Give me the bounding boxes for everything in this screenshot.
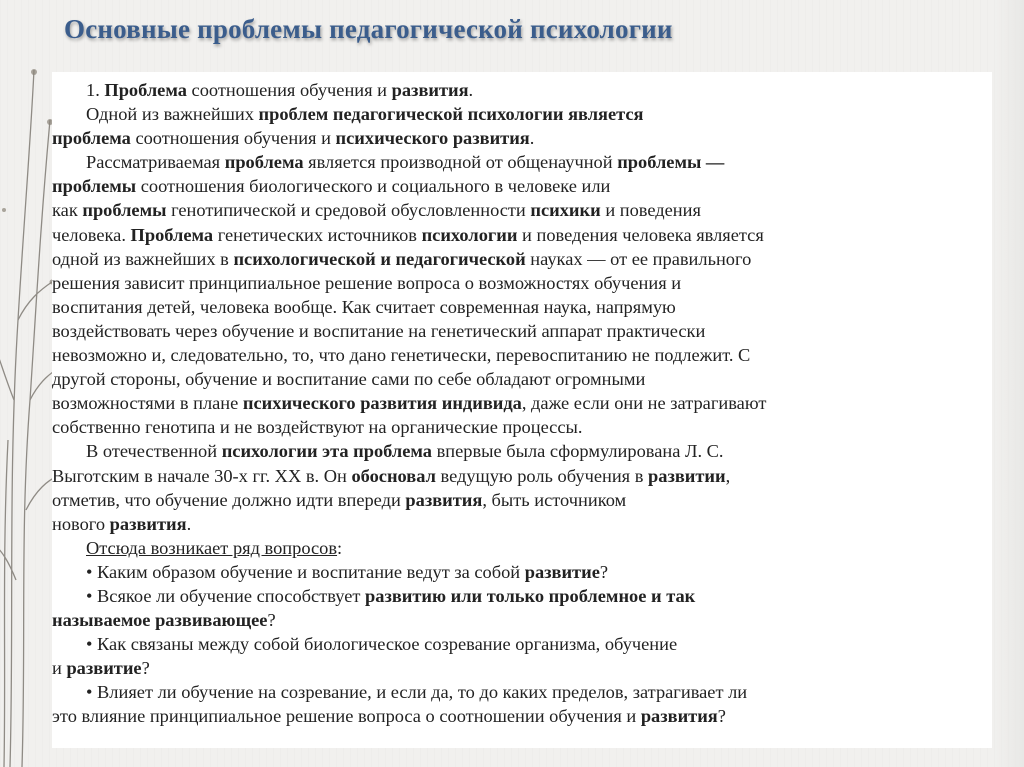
text-segment: Проблема	[104, 80, 187, 100]
text-segment: соотношения обучения и	[130, 128, 336, 149]
text-line	[52, 656, 1002, 680]
text-segment: проблемы	[82, 200, 167, 221]
text-segment: психологии эта проблема	[221, 441, 432, 462]
text-segment: • Влияет ли обучение на созревание, и если да, то до каких пределов, затрагивает ли	[86, 682, 748, 703]
text-segment: соотношения обучения и	[186, 80, 392, 100]
text-line	[52, 488, 1002, 512]
text-segment: впервые была сформулирована Л. С.	[431, 441, 724, 462]
text-segment: называемое развивающее	[52, 610, 268, 631]
text-segment: проблем педагогической психологии является	[258, 104, 644, 125]
text-segment: психического развития	[335, 128, 530, 149]
text-segment: Отсюда возникает ряд вопросов	[86, 537, 338, 558]
text-segment: психики	[530, 200, 601, 221]
text-segment: собственно генотипа и не воздействуют на органические процессы.	[52, 417, 583, 438]
text-line	[52, 536, 1002, 560]
text-segment: психологии	[421, 224, 518, 245]
text-segment: генотипической и средовой обусловленности	[166, 200, 531, 221]
text-segment: человека.	[52, 224, 131, 245]
text-segment: возможностями в плане	[52, 393, 243, 414]
text-line	[52, 512, 1002, 536]
text-line	[52, 343, 1002, 367]
text-segment: ?	[717, 706, 726, 727]
text-segment: развития	[109, 513, 187, 534]
text-line	[52, 150, 1002, 174]
text-line	[52, 198, 1002, 222]
text-line	[52, 247, 1002, 271]
text-segment: Выготским в начале 30-х гг. XX в. Он	[52, 465, 352, 486]
text-segment: 1.	[86, 80, 105, 100]
text-line	[52, 560, 1002, 584]
text-segment: другой стороны, обучение и воспитание сами по себе обладают огромными	[52, 369, 646, 390]
text-segment: развитие	[524, 561, 600, 582]
text-segment: науках — от ее правильного	[525, 248, 752, 269]
slide-title: Основные проблемы педагогической психологии	[64, 14, 673, 44]
text-segment: одной из важнейших в	[52, 248, 234, 269]
text-line	[52, 78, 1002, 102]
text-line	[52, 391, 1002, 415]
text-line	[52, 126, 1002, 150]
text-segment: и поведения	[600, 200, 701, 221]
text-segment: это влияние принципиальное решение вопроса о соотношении обучения и	[52, 706, 641, 727]
slide-body-text	[52, 78, 1002, 729]
text-segment: • Как связаны между собой биологическое созревание организма, обучение	[86, 634, 678, 655]
text-line	[52, 464, 1002, 488]
text-segment: :	[337, 537, 343, 558]
text-segment: и	[52, 658, 67, 679]
text-line	[52, 439, 1002, 463]
text-segment: ?	[267, 610, 276, 631]
text-segment: ведущую роль обучения в	[435, 465, 649, 486]
text-line	[52, 367, 1002, 391]
text-segment: • Каким образом обучение и воспитание ведут за собой	[86, 561, 525, 582]
text-line	[52, 608, 1002, 632]
text-segment: соотношения биологического и социального в человеке или	[136, 176, 611, 197]
text-segment: ,	[725, 465, 731, 486]
text-segment: невозможно и, следовательно, то, что дано генетически, перевоспитанию не подлежит. С	[52, 345, 751, 366]
text-segment: • Всякое ли обучение способствует	[86, 585, 366, 606]
text-segment: проблемы	[52, 176, 137, 197]
text-segment: и поведения человека является	[517, 224, 764, 245]
text-segment: .	[529, 128, 535, 149]
text-segment: развитии	[648, 465, 726, 486]
text-line	[52, 680, 1002, 704]
text-segment: .	[186, 513, 192, 534]
text-line	[52, 319, 1002, 343]
text-segment: ?	[599, 561, 609, 582]
text-line	[52, 415, 1002, 439]
text-segment: Одной из важнейших	[86, 104, 259, 125]
text-segment: развития	[640, 706, 718, 727]
text-segment: развитие	[66, 658, 142, 679]
text-segment: проблема	[52, 128, 131, 149]
text-line	[52, 704, 1002, 728]
text-line	[52, 174, 1002, 198]
text-segment: В отечественной	[86, 441, 222, 462]
text-segment: как	[52, 200, 83, 221]
text-segment: воздействовать через обучение и воспитание на генетический аппарат практически	[52, 320, 706, 341]
text-segment: является производной от общенаучной	[303, 152, 618, 173]
text-segment: проблема	[224, 152, 304, 173]
text-segment: решения зависит принципиальное решение вопроса о возможностях обучения и	[52, 272, 682, 293]
text-line	[52, 295, 1002, 319]
text-segment: развития	[391, 80, 469, 100]
text-segment: , даже если они не затрагивают	[521, 393, 767, 414]
text-line	[52, 632, 1002, 656]
text-segment: обосновал	[351, 465, 436, 486]
text-line	[52, 584, 1002, 608]
text-segment: развития	[405, 489, 483, 510]
text-segment: отметив, что обучение должно идти впереди	[52, 489, 406, 510]
text-line	[52, 223, 1002, 247]
text-segment: Проблема	[130, 224, 214, 245]
text-segment: психического развития индивида	[242, 393, 522, 414]
text-segment: развитию или только проблемное и так	[365, 585, 696, 606]
text-segment: .	[468, 80, 474, 100]
text-line	[52, 271, 1002, 295]
text-segment: психологической и педагогической	[233, 248, 526, 269]
text-segment: генетических источников	[213, 224, 422, 245]
text-segment: ?	[141, 658, 150, 679]
text-segment: проблемы —	[617, 152, 725, 173]
text-segment: , быть источником	[482, 489, 627, 510]
text-segment: Рассматриваемая	[86, 152, 225, 173]
text-line	[52, 102, 1002, 126]
text-segment: воспитания детей, человека вообще. Как считает современная наука, напрямую	[52, 296, 676, 317]
text-segment: нового	[52, 513, 110, 534]
